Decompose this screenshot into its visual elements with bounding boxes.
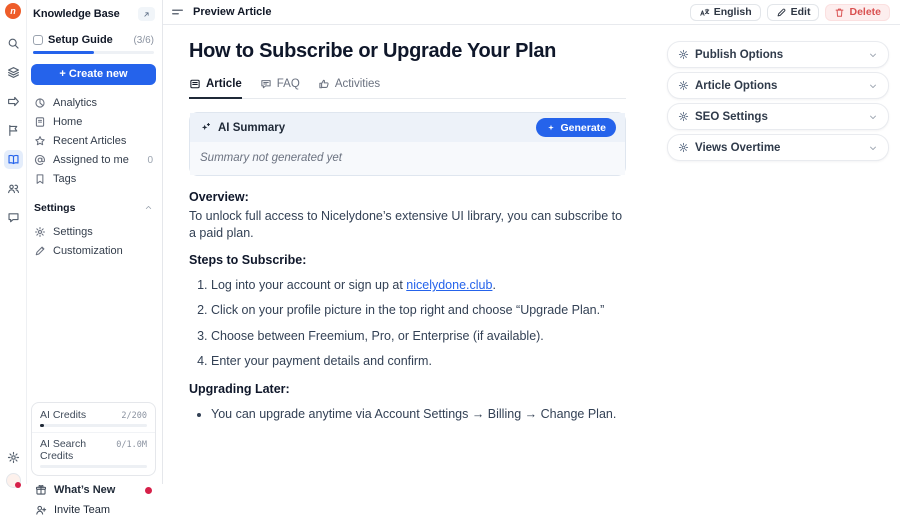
settings-icon: [34, 226, 46, 238]
delete-button[interactable]: Delete: [825, 4, 890, 21]
views-overtime-label: Views Overtime: [695, 141, 781, 154]
step-item: 3. Choose between Freemium, Pro, or Enterprise (if available).: [211, 328, 626, 344]
customization-icon: [34, 245, 46, 257]
whats-new-item[interactable]: [31, 481, 156, 499]
tags-icon: [34, 173, 46, 185]
steps-heading: Steps to Subscribe:: [189, 252, 307, 267]
search-icon[interactable]: [4, 34, 23, 53]
flag-icon[interactable]: [4, 121, 23, 140]
pencil-icon: [776, 7, 787, 18]
article-options-card[interactable]: [667, 72, 889, 99]
setup-guide-count: (3/6): [133, 34, 154, 46]
article-title: How to Subscribe or Upgrade Your Plan: [189, 40, 557, 62]
tab-article[interactable]: Article: [189, 78, 242, 99]
sidebar-item-label: Analytics: [53, 97, 98, 109]
article-options-label: Article Options: [695, 79, 778, 92]
seo-settings-card[interactable]: [667, 103, 889, 130]
setup-guide[interactable]: [31, 34, 156, 54]
ai-credits-progress: [40, 424, 147, 427]
language-button[interactable]: English: [690, 4, 761, 21]
setup-guide-label: Setup Guide: [48, 34, 113, 46]
settings-section-label: Settings: [34, 201, 76, 214]
gear-icon: [678, 80, 689, 91]
invite-team-label: Invite Team: [54, 504, 111, 516]
invite-team-item[interactable]: [31, 501, 156, 519]
ai-summary-card: [189, 112, 626, 176]
layers-icon[interactable]: [4, 63, 23, 82]
sidebar-item-assigned-to-me[interactable]: [31, 151, 156, 170]
trash-icon: [834, 7, 845, 18]
upgrading-list: [189, 406, 626, 422]
chevron-down-icon: [868, 50, 878, 60]
sidebar-item-analytics[interactable]: [31, 94, 156, 113]
sidebar-item-recent-articles[interactable]: [31, 132, 156, 151]
whats-new-label: What’s New: [54, 484, 116, 496]
publish-options-label: Publish Options: [695, 48, 784, 61]
chat-icon[interactable]: [4, 208, 23, 227]
signpost-arrow-icon[interactable]: [4, 92, 23, 111]
step-item: 4. Enter your payment details and confirm.: [211, 353, 626, 369]
gear-icon: [678, 49, 689, 60]
ai-credits-value: 2/200: [121, 411, 147, 421]
collapse-sidebar-icon[interactable]: [171, 6, 184, 19]
credits-card: [31, 402, 156, 476]
steps-list: [189, 277, 626, 369]
sidebar-bottom: [31, 402, 156, 519]
page-title: Preview Article: [193, 6, 272, 18]
tab-faq[interactable]: FAQ: [260, 78, 300, 99]
chevron-down-icon: [868, 112, 878, 122]
sidebar-item-label: Assigned to me: [53, 154, 129, 166]
icon-rail: [0, 0, 27, 484]
home-icon: [34, 116, 46, 128]
sidebar-item-label: Home: [53, 116, 83, 128]
topbar: [163, 0, 900, 25]
content: [163, 25, 900, 484]
article-preview: [189, 25, 626, 484]
gear-icon[interactable]: [4, 448, 23, 467]
settings-nav: [31, 223, 156, 261]
seo-settings-label: SEO Settings: [695, 110, 768, 123]
analytics-icon: [34, 97, 46, 109]
sidebar-nav: [31, 94, 156, 189]
overview-text: To unlock full access to Nicelydone’s extensive UI library, you can subscribe to a paid plan.: [189, 209, 623, 240]
nicelydone-club-link[interactable]: nicelydone.club: [406, 278, 493, 292]
ai-search-credits-value: 0/1.0M: [116, 440, 147, 450]
tab-activities[interactable]: Activities: [318, 78, 380, 99]
thumbs-up-icon: [318, 78, 330, 90]
publish-options-card[interactable]: [667, 41, 889, 68]
assigned-count-badge: 0: [147, 154, 153, 166]
ai-credits-label: AI Credits: [40, 409, 87, 421]
sparkles-icon: [199, 121, 212, 134]
sidebar-item-tags[interactable]: [31, 170, 156, 189]
chevron-up-icon: [144, 203, 153, 212]
article-body: [189, 189, 626, 423]
ai-search-credits-progress: [40, 465, 147, 468]
sidebar-item-home[interactable]: [31, 113, 156, 132]
gear-icon: [678, 111, 689, 122]
sidebar-item-label: Settings: [53, 226, 93, 238]
edit-button[interactable]: Edit: [767, 4, 820, 21]
users-icon[interactable]: [4, 179, 23, 198]
sidebar-item-customization[interactable]: [31, 242, 156, 261]
article-tabs: [189, 78, 626, 99]
sidebar: [27, 0, 163, 516]
upgrading-heading: Upgrading Later:: [189, 382, 290, 396]
notification-dot: [145, 487, 152, 494]
chevron-down-icon: [868, 81, 878, 91]
create-new-button[interactable]: + Create new: [31, 64, 156, 85]
sidebar-item-label: Tags: [53, 173, 77, 185]
invite-icon: [35, 504, 47, 516]
ai-search-credits-label: AI Search Credits: [40, 438, 87, 462]
translate-icon: [699, 7, 710, 18]
generate-sparkle-icon: [546, 123, 556, 133]
chevron-down-icon: [868, 143, 878, 153]
overview-heading: Overview:: [189, 190, 249, 204]
settings-section-header[interactable]: [31, 202, 156, 214]
views-overtime-card[interactable]: [667, 134, 889, 161]
gift-icon: [35, 484, 47, 496]
recent-articles-icon: [34, 135, 46, 147]
expand-workspace-icon[interactable]: [138, 7, 155, 21]
upgrading-bullet: • You can upgrade anytime via Account Settings → Billing → Change Plan.: [211, 406, 626, 422]
sidebar-item-label: Recent Articles: [53, 135, 127, 147]
gear-icon: [678, 142, 689, 153]
sidebar-item-settings[interactable]: [31, 223, 156, 242]
main-area: [163, 0, 900, 484]
user-avatar[interactable]: [6, 473, 21, 488]
article-doc-icon: [189, 78, 201, 90]
ai-summary-empty-text: Summary not generated yet: [190, 142, 625, 175]
sidebar-item-label: Customization: [53, 245, 123, 257]
nicelydone-logo-icon: n: [5, 3, 21, 19]
options-panel: [667, 25, 889, 484]
knowledge-base-book-icon[interactable]: [4, 150, 23, 169]
workspace-title: Knowledge Base: [33, 8, 120, 20]
setup-guide-progress: [33, 51, 154, 54]
generate-summary-button[interactable]: Generate: [536, 118, 616, 137]
ai-summary-title: AI Summary: [218, 121, 286, 134]
setup-guide-checkbox-icon[interactable]: [33, 35, 43, 45]
step-item: 1. Log into your account or sign up at nicelydone.club.: [211, 277, 626, 293]
assigned-to-me-icon: [34, 154, 46, 166]
faq-bubble-icon: [260, 78, 272, 90]
step-item: 2. Click on your profile picture in the top right and choose “Upgrade Plan.”: [211, 302, 626, 318]
